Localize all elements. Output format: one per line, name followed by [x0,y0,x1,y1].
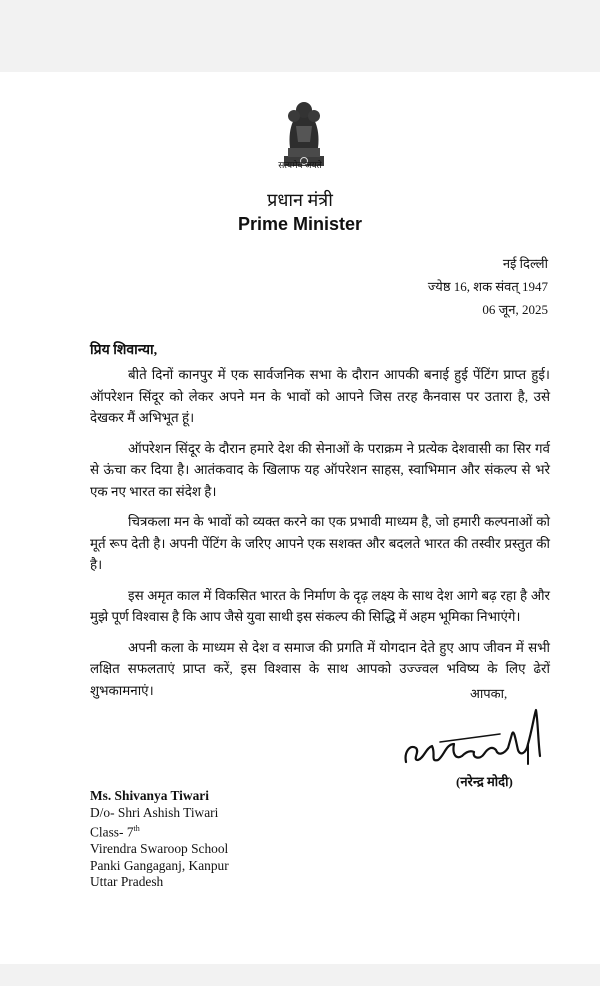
paragraph: बीते दिनों कानपुर में एक सार्वजनिक सभा के दौरान आपकी बनाई हुई पेंटिंग प्राप्त हुई। ऑपरेशन सिंदूर को लेकर अपने मन के भावों को आपने जिस तरह कैनवास पर उतारा है, उसे देखकर मैं अभिभूत हूं। [90,367,550,425]
letter-body [90,364,550,710]
recipient-class [90,821,229,841]
class-prefix: Class- 7 [90,824,134,840]
title-hindi: प्रधान मंत्री [267,190,333,210]
place-text: नई दिल्ली [502,256,548,271]
title-english: Prime Minister [237,214,363,234]
handwritten-signature-icon [400,704,548,774]
paragraph: ऑपरेशन सिंदूर के दौरान हमारे देश की सेनाओं के पराक्रम ने प्रत्येक देशवासी का सिर गर्व से ऊंचा कर दिया है। आतंकवाद के खिलाफ यह ऑपरेशन साहस, स्वाभिमान और संकल्प से भरे एक नए भारत का संदेश है। [90,440,550,499]
closing: आपका, [470,686,508,701]
salutation: प्रिय शिवान्या, [90,343,158,358]
recipient-state: Uttar Pradesh [90,874,164,890]
place-date-block [428,252,548,321]
letter-sheet [0,72,600,964]
emblem-motto: सत्यमेव जयते [278,160,322,170]
recipient-school: Virendra Swaroop School [90,841,229,857]
date-text: 06 जून, 2025 [482,302,548,317]
recipient-locality: Panki Gangaganj, Kanpur [90,857,229,873]
hindu-date-text: ज्येष्ठ 16, शक संवत् 1947 [427,279,548,294]
recipient-relation: D/o- Shri Ashish Tiwari [90,804,219,820]
paragraph: चित्रकला मन के भावों को व्यक्त करने का एक प्रभावी माध्यम है, जो हमारी कल्पनाओं को मूर्त रूप देती है। अपनी पेंटिंग के जरिए आपने एक सशक्त और बदलते भारत की तस्वीर प्रस्तुत की है। [90,514,550,572]
recipient-address [90,788,229,891]
paragraph: इस अमृत काल में विकसित भारत के निर्माण के दृढ़ लक्ष्य के साथ देश आगे बढ़ रहा है और मुझे पूर्ण विश्वास है कि आप जैसे युवा साथी इस संकल्प की सिद्धि में अहम भूमिका निभाएंगे। [90,587,550,624]
class-suffix: th [133,824,140,834]
signer-name: (नरेन्द्र मोदी) [456,774,513,789]
national-emblem-icon [274,92,334,192]
recipient-name: Ms. Shivanya Tiwari [90,788,209,803]
paragraph: अपनी कला के माध्यम से देश व समाज की प्रगति में योगदान देते हुए आप जीवन में सभी लक्षित सफलताएं प्राप्त करें, इस विश्वास के साथ आपको उज्ज्वल भविष्य के लिए ढेरों शुभकामनाएं। [90,639,550,698]
